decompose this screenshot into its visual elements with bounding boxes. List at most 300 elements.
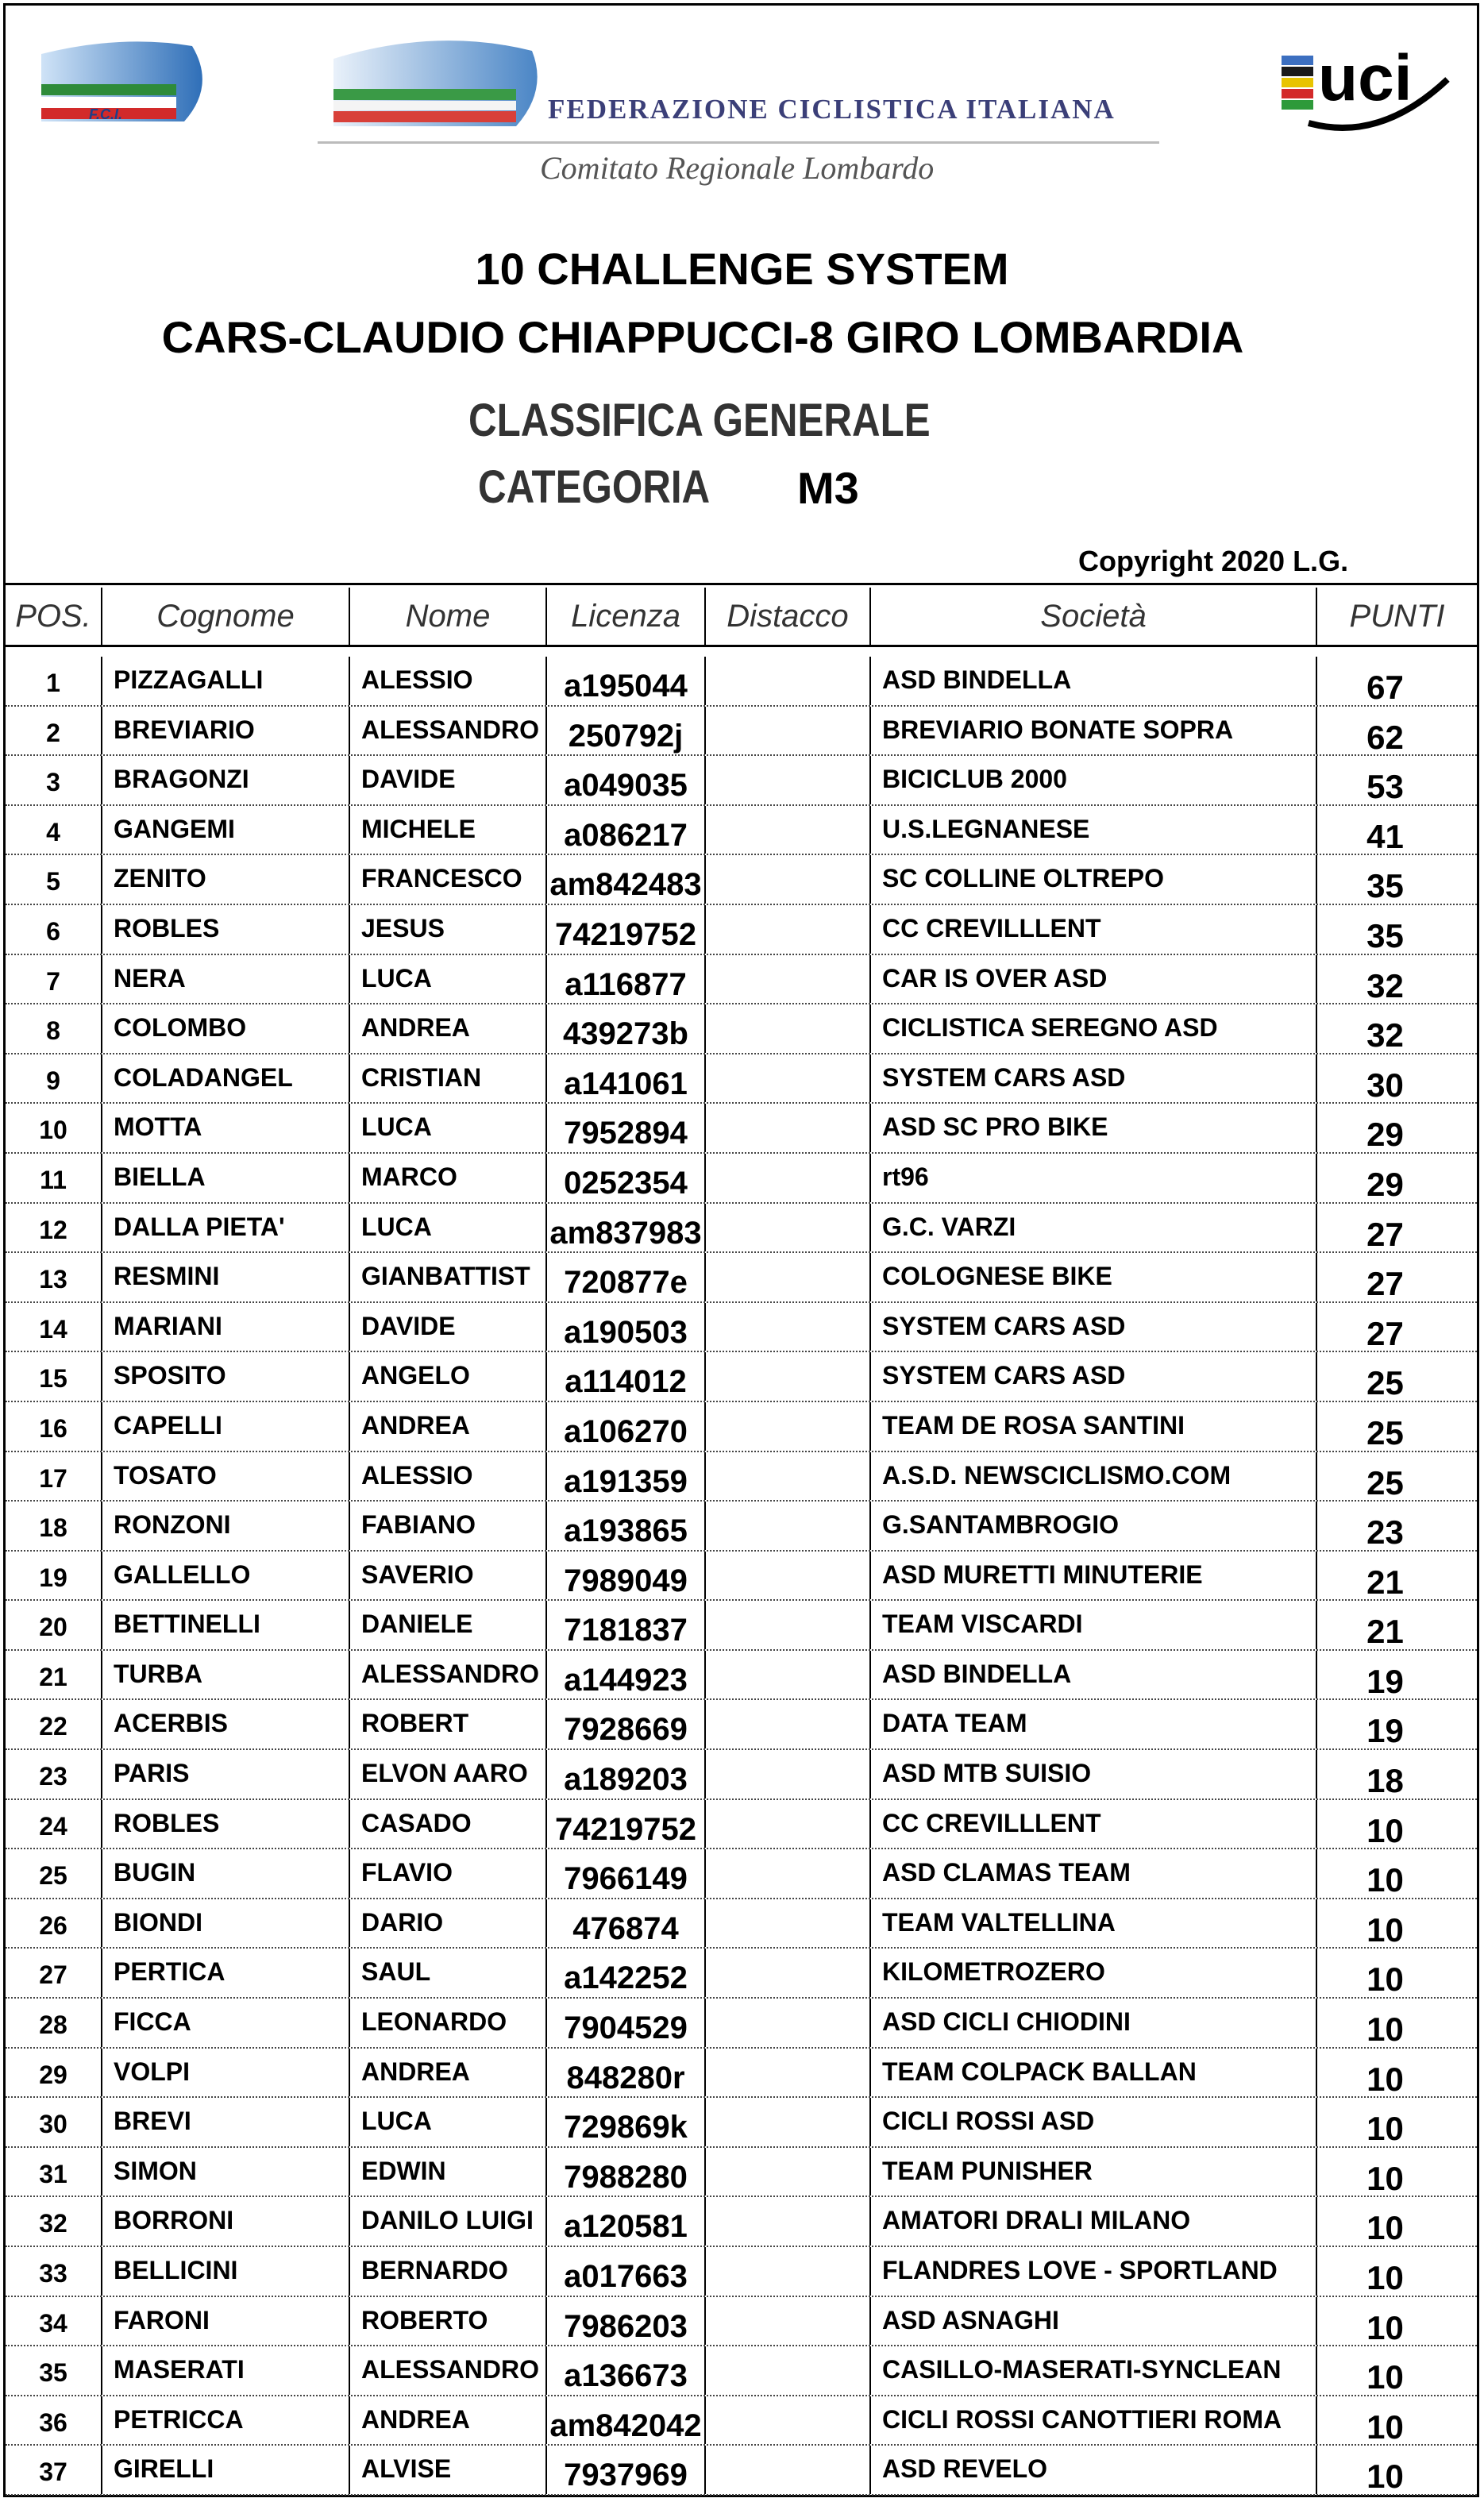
cell-licenza: a120581 <box>547 2197 706 2246</box>
cell-punti: 27 <box>1366 1215 1404 1252</box>
table-row <box>6 1154 1477 1204</box>
cell-distacco <box>706 2446 871 2494</box>
cell-pos: 20 <box>6 1601 102 1649</box>
cell-societa: A.S.D. NEWSCICLISMO.COM <box>871 1452 1317 1501</box>
cell-licenza: a114012 <box>547 1352 706 1401</box>
cell-pos: 1 <box>6 657 102 705</box>
cell-licenza: a190503 <box>547 1303 706 1351</box>
cell-cognome: BIELLA <box>102 1154 350 1202</box>
cell-licenza: 7181837 <box>547 1601 706 1649</box>
uci-logo <box>1277 32 1467 135</box>
cell-punti: 25 <box>1366 1364 1404 1401</box>
header-rule <box>318 141 1159 144</box>
table-row <box>6 707 1477 757</box>
table-row <box>6 1899 1477 1949</box>
cell-societa: BICICLUB 2000 <box>871 756 1317 804</box>
cell-nome: SAUL <box>350 1949 547 1997</box>
table-row <box>6 1452 1477 1502</box>
cell-licenza: 476874 <box>547 1899 706 1948</box>
cell-licenza: a086217 <box>547 806 706 854</box>
cell-licenza: a191359 <box>547 1452 706 1501</box>
table-row <box>6 2049 1477 2099</box>
cell-pos: 31 <box>6 2148 102 2196</box>
column-header-licenza: Licenza <box>547 588 706 645</box>
cell-societa: CICLI ROSSI ASD <box>871 2098 1317 2146</box>
table-row <box>6 1552 1477 1602</box>
cell-distacco <box>706 2148 871 2196</box>
cell-pos: 11 <box>6 1154 102 1202</box>
cell-cognome: RONZONI <box>102 1502 350 1550</box>
cell-licenza: 7904529 <box>547 1999 706 2047</box>
cell-societa: AMATORI DRALI MILANO <box>871 2197 1317 2246</box>
table-row <box>6 855 1477 905</box>
committee-name: Comitato Regionale Lombardo <box>540 150 935 186</box>
column-header-nome: Nome <box>350 588 547 645</box>
cell-pos: 2 <box>6 707 102 755</box>
table-row <box>6 1004 1477 1054</box>
cell-pos: 16 <box>6 1402 102 1451</box>
cell-societa: ASD MTB SUISIO <box>871 1750 1317 1798</box>
cell-societa: BREVIARIO BONATE SOPRA <box>871 707 1317 755</box>
cell-punti: 32 <box>1366 1016 1404 1053</box>
cell-distacco <box>706 1552 871 1600</box>
cell-licenza: 0252354 <box>547 1154 706 1202</box>
table-row <box>6 2446 1477 2496</box>
federation-name: FEDERAZIONE CICLISTICA ITALIANA <box>548 94 1116 125</box>
cell-societa: ASD BINDELLA <box>871 657 1317 705</box>
cell-punti: 30 <box>1366 1066 1404 1103</box>
table-row <box>6 2098 1477 2148</box>
cell-societa: CICLISTICA SEREGNO ASD <box>871 1004 1317 1053</box>
cell-cognome: ROBLES <box>102 1800 350 1849</box>
cell-punti: 18 <box>1366 1762 1404 1798</box>
cell-cognome: BETTINELLI <box>102 1601 350 1649</box>
cell-cognome: COLADANGEL <box>102 1054 350 1103</box>
cell-societa: CC CREVILLLENT <box>871 905 1317 954</box>
cell-societa: DATA TEAM <box>871 1700 1317 1748</box>
cell-licenza: a017663 <box>547 2247 706 2296</box>
cell-punti: 32 <box>1366 966 1404 1004</box>
cell-distacco <box>706 1601 871 1649</box>
cell-nome: LUCA <box>350 2098 547 2146</box>
cell-cognome: MASERATI <box>102 2346 350 2395</box>
cell-licenza: 7988280 <box>547 2148 706 2196</box>
column-header-pos: POS. <box>6 588 102 645</box>
cell-distacco <box>706 1402 871 1451</box>
table-row <box>6 2247 1477 2297</box>
cell-societa: ASD CICLI CHIODINI <box>871 1999 1317 2047</box>
table-row <box>6 1700 1477 1750</box>
cell-distacco <box>706 1054 871 1103</box>
cell-licenza: am842042 <box>547 2396 706 2445</box>
cell-pos: 32 <box>6 2197 102 2246</box>
cell-nome: ELVON AARO <box>350 1750 547 1798</box>
cell-distacco <box>706 756 871 804</box>
cell-punti: 10 <box>1366 2358 1404 2395</box>
cell-cognome: ACERBIS <box>102 1700 350 1748</box>
cell-punti: 25 <box>1366 1463 1404 1501</box>
cell-nome: JESUS <box>350 905 547 954</box>
cell-societa: CICLI ROSSI CANOTTIERI ROMA <box>871 2396 1317 2445</box>
cell-cognome: FICCA <box>102 1999 350 2047</box>
cell-pos: 17 <box>6 1452 102 1501</box>
cell-cognome: ZENITO <box>102 855 350 904</box>
cell-punti: 29 <box>1366 1116 1404 1152</box>
cell-pos: 37 <box>6 2446 102 2494</box>
cell-cognome: MOTTA <box>102 1104 350 1152</box>
cell-licenza: 74219752 <box>547 1800 706 1849</box>
cell-pos: 29 <box>6 2049 102 2097</box>
cell-nome: ANDREA <box>350 1402 547 1451</box>
cell-licenza: a193865 <box>547 1502 706 1550</box>
table-row <box>6 1352 1477 1402</box>
cell-nome: ROBERTO <box>350 2297 547 2346</box>
cell-pos: 25 <box>6 1849 102 1898</box>
cell-cognome: CAPELLI <box>102 1402 350 1451</box>
cell-pos: 33 <box>6 2247 102 2296</box>
cell-cognome: NERA <box>102 955 350 1004</box>
cell-cognome: BREVI <box>102 2098 350 2146</box>
cell-cognome: BREVIARIO <box>102 707 350 755</box>
cell-cognome: TURBA <box>102 1651 350 1699</box>
cell-distacco <box>706 1004 871 1053</box>
cell-punti: 35 <box>1366 916 1404 954</box>
cell-societa: SC COLLINE OLTREPO <box>871 855 1317 904</box>
cell-societa: ASD BINDELLA <box>871 1651 1317 1699</box>
cell-nome: ANGELO <box>350 1352 547 1401</box>
cell-distacco <box>706 1700 871 1748</box>
cell-pos: 34 <box>6 2297 102 2346</box>
cell-nome: ROBERT <box>350 1700 547 1748</box>
federation-flag-logo <box>333 27 540 130</box>
cell-cognome: DALLA PIETA' <box>102 1204 350 1252</box>
cell-distacco <box>706 2346 871 2395</box>
cell-punti: 10 <box>1366 1811 1404 1849</box>
cell-nome: ALESSANDRO <box>350 707 547 755</box>
cell-distacco <box>706 1452 871 1501</box>
event-subtitle: CARS-CLAUDIO CHIAPPUCCI-8 GIRO LOMBARDIA <box>161 312 1244 362</box>
cell-societa: SYSTEM CARS ASD <box>871 1352 1317 1401</box>
table-row <box>6 1204 1477 1254</box>
cell-punti: 19 <box>1366 1712 1404 1749</box>
copyright-note: Copyright 2020 L.G. <box>1078 545 1349 577</box>
cell-nome: CRISTIAN <box>350 1054 547 1103</box>
cell-cognome: BUGIN <box>102 1849 350 1898</box>
cell-punti: 10 <box>1366 2408 1404 2445</box>
cell-societa: TEAM PUNISHER <box>871 2148 1317 2196</box>
table-row <box>6 2346 1477 2396</box>
cell-distacco <box>706 1999 871 2047</box>
cell-societa: CASILLO-MASERATI-SYNCLEAN <box>871 2346 1317 2395</box>
cell-licenza: 7966149 <box>547 1849 706 1898</box>
cell-pos: 6 <box>6 905 102 954</box>
cell-distacco <box>706 1651 871 1699</box>
table-row <box>6 1104 1477 1154</box>
table-row <box>6 1999 1477 2049</box>
cell-punti: 10 <box>1366 1861 1404 1898</box>
table-row <box>6 1800 1477 1850</box>
cell-pos: 18 <box>6 1502 102 1550</box>
table-row <box>6 2197 1477 2247</box>
cell-cognome: BIONDI <box>102 1899 350 1948</box>
cell-cognome: GALLELLO <box>102 1552 350 1600</box>
cell-cognome: PETRICCA <box>102 2396 350 2445</box>
column-header-punti: PUNTI <box>1349 599 1445 634</box>
cell-nome: LUCA <box>350 1104 547 1152</box>
cell-cognome: FARONI <box>102 2297 350 2346</box>
table-row <box>6 1502 1477 1552</box>
cell-pos: 13 <box>6 1253 102 1301</box>
cell-cognome: PIZZAGALLI <box>102 657 350 705</box>
cell-pos: 12 <box>6 1204 102 1252</box>
cell-pos: 24 <box>6 1800 102 1849</box>
cell-societa: SYSTEM CARS ASD <box>871 1303 1317 1351</box>
cell-distacco <box>706 806 871 854</box>
cell-pos: 3 <box>6 756 102 804</box>
cell-licenza: 7937969 <box>547 2446 706 2494</box>
cell-punti: 41 <box>1366 817 1404 854</box>
cell-societa: KILOMETROZERO <box>871 1949 1317 1997</box>
cell-licenza: 7989049 <box>547 1552 706 1600</box>
cell-distacco <box>706 2247 871 2296</box>
cell-punti: 29 <box>1366 1165 1404 1202</box>
cell-cognome: MARIANI <box>102 1303 350 1351</box>
table-row <box>6 1253 1477 1303</box>
cell-punti: 10 <box>1366 2010 1404 2047</box>
cell-nome: SAVERIO <box>350 1552 547 1600</box>
cell-punti: 10 <box>1366 2159 1404 2196</box>
cell-societa: U.S.LEGNANESE <box>871 806 1317 854</box>
cell-societa: ASD MURETTI MINUTERIE <box>871 1552 1317 1600</box>
cell-punti: 23 <box>1366 1513 1404 1550</box>
cell-distacco <box>706 1502 871 1550</box>
cell-pos: 27 <box>6 1949 102 1997</box>
cell-societa: SYSTEM CARS ASD <box>871 1054 1317 1103</box>
cell-societa: CC CREVILLLENT <box>871 1800 1317 1849</box>
cell-licenza: 7986203 <box>547 2297 706 2346</box>
table-top-rule <box>6 583 1477 585</box>
cell-licenza: 729869k <box>547 2098 706 2146</box>
cell-nome: DAVIDE <box>350 756 547 804</box>
cell-nome: ALESSIO <box>350 1452 547 1501</box>
cell-distacco <box>706 2396 871 2445</box>
cell-nome: ANDREA <box>350 2396 547 2445</box>
category-label: CATEGORIA <box>478 461 711 513</box>
cell-nome: DARIO <box>350 1899 547 1948</box>
cell-nome: MARCO <box>350 1154 547 1202</box>
cell-nome: FRANCESCO <box>350 855 547 904</box>
table-row <box>6 1750 1477 1800</box>
cell-punti: 19 <box>1366 1662 1404 1699</box>
classification-heading: CLASSIFICA GENERALE <box>468 395 931 446</box>
cell-distacco <box>706 1800 871 1849</box>
cell-pos: 15 <box>6 1352 102 1401</box>
cell-punti: 27 <box>1366 1314 1404 1351</box>
cell-licenza: 720877e <box>547 1253 706 1301</box>
cell-distacco <box>706 1750 871 1798</box>
table-row <box>6 1303 1477 1353</box>
cell-nome: LEONARDO <box>350 1999 547 2047</box>
cell-nome: DANIELE <box>350 1601 547 1649</box>
cell-cognome: SPOSITO <box>102 1352 350 1401</box>
cell-cognome: SIMON <box>102 2148 350 2196</box>
cell-nome: FLAVIO <box>350 1849 547 1898</box>
cell-nome: ALESSANDRO <box>350 2346 547 2395</box>
category-value: M3 <box>797 463 859 513</box>
cell-licenza: a195044 <box>547 657 706 705</box>
cell-nome: DAVIDE <box>350 1303 547 1351</box>
table-row <box>6 1402 1477 1452</box>
cell-societa: G.SANTAMBROGIO <box>871 1502 1317 1550</box>
cell-pos: 35 <box>6 2346 102 2395</box>
table-row <box>6 1651 1477 1701</box>
cell-distacco <box>706 2049 871 2097</box>
cell-punti: 10 <box>1366 2060 1404 2097</box>
cell-distacco <box>706 657 871 705</box>
fci-logo <box>33 30 208 133</box>
table-row <box>6 657 1477 707</box>
table-row <box>6 1601 1477 1651</box>
cell-nome: FABIANO <box>350 1502 547 1550</box>
cell-societa: ASD CLAMAS TEAM <box>871 1849 1317 1898</box>
cell-nome: LUCA <box>350 1204 547 1252</box>
cell-punti: 10 <box>1366 2209 1404 2246</box>
cell-nome: LUCA <box>350 955 547 1004</box>
cell-societa: TEAM VISCARDI <box>871 1601 1317 1649</box>
event-title: 10 CHALLENGE SYSTEM <box>475 244 1009 294</box>
svg-text:F.C.I.: F.C.I. <box>89 106 123 122</box>
column-header-distacco: Distacco <box>706 588 871 645</box>
cell-punti: 10 <box>1366 2308 1404 2346</box>
table-row <box>6 1849 1477 1899</box>
cell-pos: 26 <box>6 1899 102 1948</box>
cell-pos: 23 <box>6 1750 102 1798</box>
table-row <box>6 2396 1477 2446</box>
cell-licenza: 250792j <box>547 707 706 755</box>
cell-societa: TEAM VALTELLINA <box>871 1899 1317 1948</box>
cell-cognome: BELLICINI <box>102 2247 350 2296</box>
cell-distacco <box>706 2098 871 2146</box>
cell-licenza: 7952894 <box>547 1104 706 1152</box>
cell-punti: 53 <box>1366 768 1404 804</box>
cell-licenza: a049035 <box>547 756 706 804</box>
cell-punti: 10 <box>1366 2259 1404 2296</box>
cell-distacco <box>706 1899 871 1948</box>
cell-pos: 21 <box>6 1651 102 1699</box>
cell-cognome: GANGEMI <box>102 806 350 854</box>
cell-pos: 30 <box>6 2098 102 2146</box>
cell-nome: ANDREA <box>350 1004 547 1053</box>
cell-punti: 10 <box>1366 1910 1404 1948</box>
cell-distacco <box>706 1104 871 1152</box>
cell-distacco <box>706 707 871 755</box>
cell-nome: EDWIN <box>350 2148 547 2196</box>
cell-punti: 10 <box>1366 2110 1404 2146</box>
cell-licenza: a189203 <box>547 1750 706 1798</box>
cell-punti: 25 <box>1366 1413 1404 1451</box>
cell-societa: TEAM COLPACK BALLAN <box>871 2049 1317 2097</box>
table-row <box>6 2297 1477 2347</box>
cell-pos: 14 <box>6 1303 102 1351</box>
cell-nome: ALVISE <box>350 2446 547 2494</box>
cell-punti: 27 <box>1366 1265 1404 1301</box>
table-body <box>6 657 1477 2496</box>
results-table <box>6 588 1477 2496</box>
cell-punti: 10 <box>1366 1960 1404 1998</box>
cell-pos: 8 <box>6 1004 102 1053</box>
cell-cognome: BRAGONZI <box>102 756 350 804</box>
cell-punti: 62 <box>1366 718 1404 755</box>
cell-nome: DANILO LUIGI <box>350 2197 547 2246</box>
cell-cognome: PERTICA <box>102 1949 350 1997</box>
cell-societa: COLOGNESE BIKE <box>871 1253 1317 1301</box>
cell-punti: 67 <box>1366 669 1404 705</box>
cell-pos: 22 <box>6 1700 102 1748</box>
cell-licenza: a142252 <box>547 1949 706 1997</box>
cell-societa: rt96 <box>871 1154 1317 1202</box>
cell-pos: 7 <box>6 955 102 1004</box>
cell-punti: 35 <box>1366 867 1404 904</box>
cell-distacco <box>706 905 871 954</box>
cell-cognome: BORRONI <box>102 2197 350 2246</box>
cell-societa: ASD ASNAGHI <box>871 2297 1317 2346</box>
cell-licenza: a116877 <box>547 955 706 1004</box>
cell-nome: CASADO <box>350 1800 547 1849</box>
cell-punti: 10 <box>1366 2458 1404 2494</box>
table-row <box>6 756 1477 806</box>
cell-cognome: ROBLES <box>102 905 350 954</box>
cell-societa: ASD REVELO <box>871 2446 1317 2494</box>
cell-societa: FLANDRES LOVE - SPORTLAND <box>871 2247 1317 2296</box>
cell-societa: ASD SC PRO BIKE <box>871 1104 1317 1152</box>
cell-punti: 21 <box>1366 1563 1404 1600</box>
column-header-cognome: Cognome <box>102 588 350 645</box>
column-header-societa: Società <box>871 588 1317 645</box>
cell-pos: 5 <box>6 855 102 904</box>
cell-distacco <box>706 1849 871 1898</box>
cell-nome: ANDREA <box>350 2049 547 2097</box>
cell-distacco <box>706 1204 871 1252</box>
cell-pos: 28 <box>6 1999 102 2047</box>
table-row <box>6 955 1477 1005</box>
cell-licenza: 439273b <box>547 1004 706 1053</box>
table-row <box>6 905 1477 955</box>
cell-nome: BERNARDO <box>350 2247 547 2296</box>
table-row <box>6 1949 1477 1999</box>
cell-nome: ALESSANDRO <box>350 1651 547 1699</box>
cell-licenza: a136673 <box>547 2346 706 2395</box>
cell-distacco <box>706 1352 871 1401</box>
cell-licenza: a141061 <box>547 1054 706 1103</box>
cell-nome: GIANBATTIST <box>350 1253 547 1301</box>
cell-licenza: 74219752 <box>547 905 706 954</box>
cell-societa: CAR IS OVER ASD <box>871 955 1317 1004</box>
cell-licenza: am837983 <box>547 1204 706 1252</box>
cell-distacco <box>706 855 871 904</box>
cell-cognome: PARIS <box>102 1750 350 1798</box>
cell-licenza: 7928669 <box>547 1700 706 1748</box>
cell-distacco <box>706 1949 871 1997</box>
cell-pos: 36 <box>6 2396 102 2445</box>
table-header <box>6 588 1477 647</box>
table-row <box>6 1054 1477 1105</box>
cell-distacco <box>706 1154 871 1202</box>
cell-licenza: am842483 <box>547 855 706 904</box>
cell-distacco <box>706 2197 871 2246</box>
cell-distacco <box>706 2297 871 2346</box>
cell-distacco <box>706 955 871 1004</box>
cell-licenza: a106270 <box>547 1402 706 1451</box>
